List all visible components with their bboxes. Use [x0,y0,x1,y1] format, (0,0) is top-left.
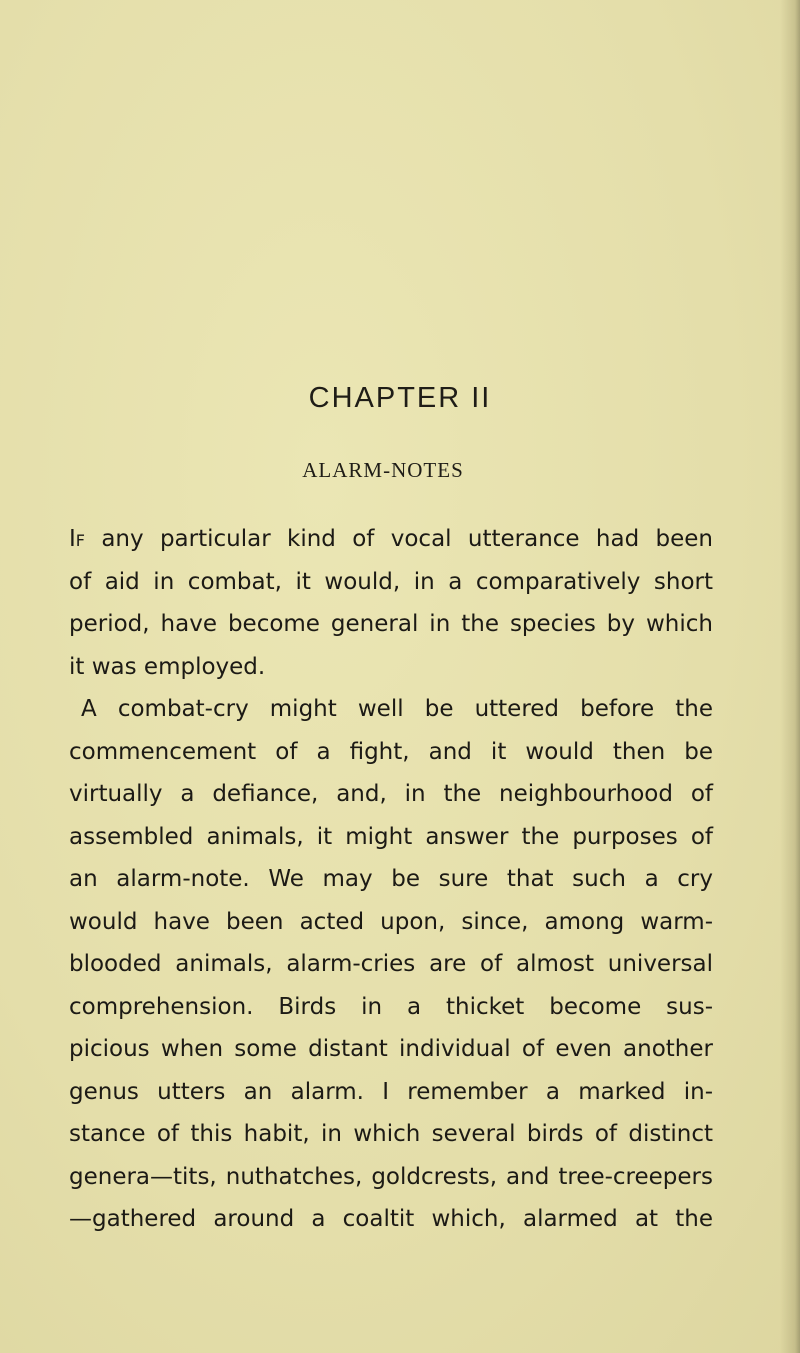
chapter-subtitle: ALARM-NOTES [302,458,464,482]
text-line: virtually a defiance, and, in the neighbourhood of [69,781,713,807]
body-text [69,518,713,1241]
text-line: stance of this habit, in which several birds of distinct [69,1121,713,1147]
text-line: of aid in combat, it would, in a comparatively short [69,568,713,595]
text-line: an alarm-note. We may be sure that such a cry [69,866,713,892]
text-line: blooded animals, alarm-cries are of almost universal [69,951,713,977]
text-line: genus utters an alarm. I remember a marked in- [69,1078,713,1105]
text-line: assembled animals, it might answer the purposes of [69,823,713,850]
text-line: would have been acted upon, since, among warm- [69,908,713,935]
text-line: —gathered around a coaltit which, alarmed at the [69,1206,713,1232]
text-line [69,518,713,561]
chapter-heading: CHAPTER II [308,382,492,414]
drop-lead-word: If [69,526,85,552]
text-line: A combat-cry might well be uttered before the [81,696,713,722]
text-line: picious when some distant individual of even another [69,1036,713,1062]
text-line: genera—tits, nuthatches, goldcrests, and tree-creepers [69,1163,713,1190]
text-line: comprehension. Birds in a thicket become sus- [69,993,713,1020]
text-line: commencement of a fight, and it would then be [69,738,713,765]
text-line-content: any particular kind of vocal utterance had been [85,526,713,552]
text-line: it was employed. [69,653,266,680]
text-line: period, have become general in the species by which [69,611,713,637]
